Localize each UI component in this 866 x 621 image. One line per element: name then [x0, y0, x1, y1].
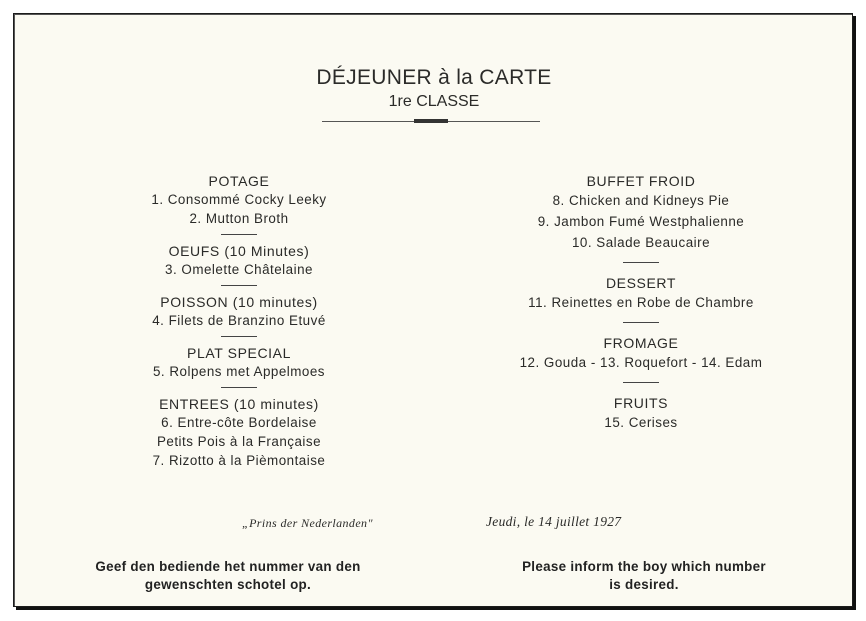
title-divider-mark [414, 119, 448, 123]
section-plat-special [104, 344, 374, 381]
note-line: is desired. [609, 577, 679, 592]
section-separator [623, 382, 659, 383]
menu-item: 7. Rizotto à la Pièmontaise [152, 453, 326, 468]
ship-name: „Prins der Nederlanden" [242, 516, 373, 530]
menu-item: 10. Salade Beaucaire [571, 235, 711, 250]
section-oeufs [104, 242, 374, 279]
section-separator [221, 234, 257, 235]
menu-card [13, 13, 853, 607]
note-line: Please inform the boy which number [522, 559, 766, 574]
menu-item: 2. Mutton Broth [189, 211, 289, 226]
menu-item: Petits Pois à la Française [156, 434, 322, 449]
section-separator [221, 336, 257, 337]
section-buffet-froid [476, 172, 806, 253]
menu-item: 8. Chicken and Kidneys Pie [552, 193, 730, 208]
section-title: FRUITS [613, 395, 669, 411]
section-separator [221, 285, 257, 286]
menu-item: 4. Filets de Branzino Etuvé [152, 313, 326, 328]
menu-item: 15. Cerises [604, 415, 678, 430]
menu-date: Jeudi, le 14 juillet 1927 [486, 514, 622, 529]
menu-title: DÉJEUNER à la CARTE [316, 66, 552, 89]
section-dessert [476, 274, 806, 313]
menu-item: 6. Entre-côte Bordelaise [161, 415, 317, 430]
section-entrees [104, 395, 374, 470]
section-title: OEUFS (10 Minutes) [168, 243, 310, 259]
section-title: ENTREES (10 minutes) [159, 396, 319, 412]
section-title: DESSERT [605, 275, 677, 291]
menu-item: 11. Reinettes en Robe de Chambre [528, 295, 754, 310]
section-separator [623, 322, 659, 323]
menu-item: 9. Jambon Fumé Westphalienne [537, 214, 745, 229]
menu-header [14, 66, 854, 111]
section-fruits [476, 394, 806, 433]
section-title: PLAT SPECIAL [187, 345, 291, 361]
section-poisson [104, 293, 374, 330]
section-separator [221, 387, 257, 388]
section-title: FROMAGE [603, 335, 679, 351]
menu-subtitle: 1re CLASSE [388, 93, 480, 110]
dutch-instruction [68, 558, 388, 594]
right-menu-column [476, 172, 806, 433]
section-title: POISSON (10 minutes) [160, 294, 318, 310]
menu-item: 12. Gouda - 13. Roquefort - 14. Edam [519, 355, 763, 370]
note-line: gewenschten schotel op. [144, 577, 312, 592]
menu-item: 3. Omelette Châtelaine [165, 262, 313, 277]
section-title: POTAGE [208, 173, 270, 189]
menu-item: 1. Consommé Cocky Leeky [151, 192, 327, 207]
english-instruction [484, 558, 804, 594]
section-title: BUFFET FROID [586, 173, 696, 189]
section-potage [104, 172, 374, 228]
note-line: Geef den bediende het nummer van den [95, 559, 361, 574]
section-fromage [476, 334, 806, 373]
left-menu-column [104, 172, 374, 470]
section-separator [623, 262, 659, 263]
menu-item: 5. Rolpens met Appelmoes [152, 364, 326, 379]
